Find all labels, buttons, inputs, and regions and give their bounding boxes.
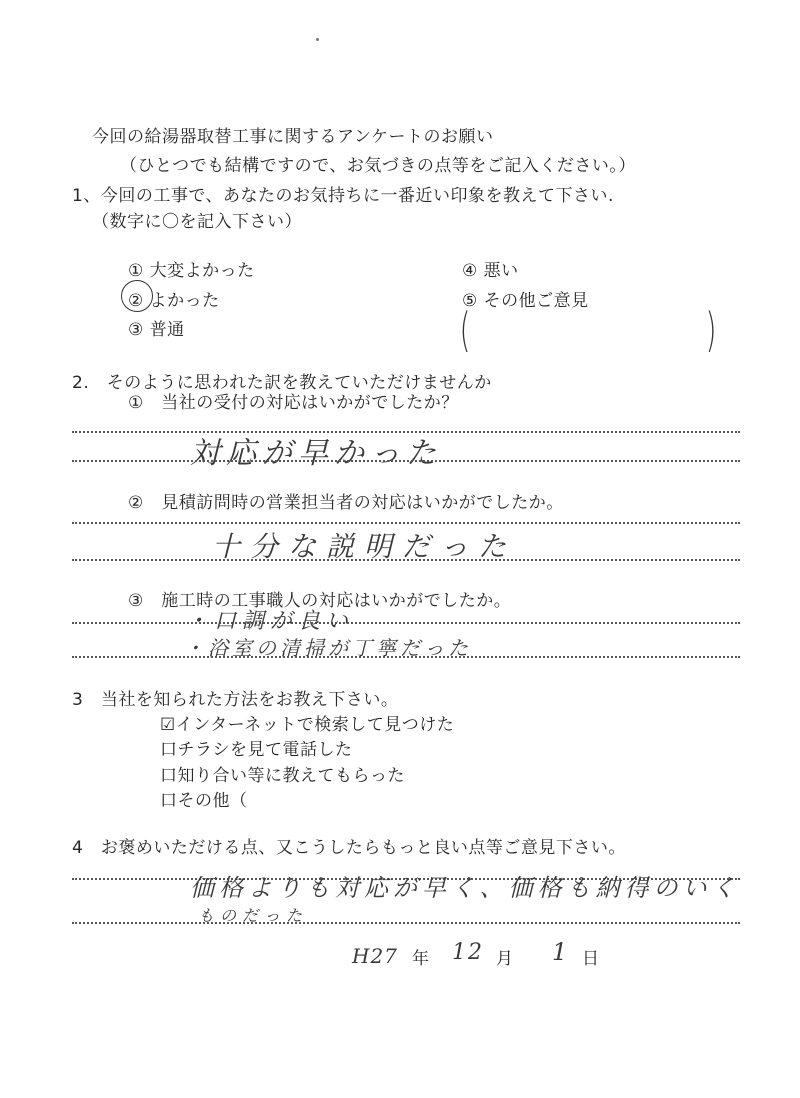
date-month-value: 12 [452, 940, 484, 965]
q1-option-2 [128, 286, 220, 311]
q2-question: 2. そのように思われた訳を教えていただけませんか [72, 373, 492, 393]
q1-option-3 [128, 315, 185, 340]
option-label: インターネットで検索して見つけた [175, 715, 455, 735]
q1-option-1 [128, 256, 255, 281]
q3-question: 3 当社を知られた方法をお教え下さい。 [72, 690, 399, 710]
option-number: ② [128, 291, 144, 311]
q2-sub3-answer-line2: ・浴室の清掃が丁寧だった [184, 636, 472, 660]
option-label: 悪い [483, 261, 519, 281]
answer-line [72, 559, 740, 561]
option-number: ④ [462, 261, 478, 281]
checkbox-icon: 口 [160, 791, 178, 811]
q2-sub1-label: ① 当社の受付の対応はいかがでしたか？ [128, 393, 459, 413]
answer-line [72, 460, 740, 462]
option-label: 大変よかった [149, 261, 255, 281]
q1-instruction: （数字に〇を記入下さい） [92, 212, 302, 232]
q4-question: 4 お褒めいただける点、又こうしたらもっと良い点等ご意見下さい。 [72, 838, 626, 858]
option-number: ⑤ [462, 291, 478, 311]
checkbox-icon: 口 [160, 740, 178, 760]
answer-line [72, 622, 740, 624]
option-label: よかった [149, 291, 220, 311]
option-label: チラシを見て電話した [177, 740, 353, 760]
q4-answer-line1: 価格よりも対応が早く、価格も納得のいく [190, 874, 741, 902]
q1-question: 1、今回の工事で、あなたのお気持ちに一番近い印象を教えて下さい. [72, 186, 614, 206]
date-year-value: H27 [352, 944, 398, 968]
option-label: その他（ [177, 791, 248, 811]
q2-sub1-answer: 対応が早かった [190, 436, 442, 471]
date-month-label: 月 [496, 949, 514, 969]
q2-sub3-label: ③ 施工時の工事職人の対応はいかがでしたか。 [128, 591, 512, 611]
q1-option-5 [462, 286, 589, 311]
q2-sub2-answer: 十分な説明だった [212, 530, 517, 563]
date-day-value: 1 [552, 938, 574, 966]
scan-speck [316, 38, 319, 41]
answer-line [72, 656, 740, 658]
q3-option-3 [160, 761, 405, 786]
checkbox-icon: 口 [160, 766, 178, 786]
date-year-label: 年 [412, 949, 430, 969]
q3-option-1 [160, 710, 454, 735]
other-paren-close: ) [705, 303, 717, 357]
survey-title: 今回の給湯器取替工事に関するアンケートのお願い [92, 127, 494, 147]
q2-sub2-label: ② 見積訪問時の営業担当者の対応はいかがでしたか。 [128, 493, 564, 513]
q1-option-4 [462, 256, 519, 281]
option-number: ③ [128, 320, 144, 340]
answer-line [72, 922, 740, 924]
date-day-label: 日 [582, 949, 600, 969]
option-number: ① [128, 261, 144, 281]
q4-answer-line2: ものだった [198, 906, 309, 925]
option-label: その他ご意見 [483, 291, 589, 311]
option-label: 知り合い等に教えてもらった [177, 766, 405, 786]
option-label: 普通 [149, 320, 185, 340]
q3-option-2 [160, 735, 353, 760]
q3-option-4 [160, 786, 248, 811]
survey-subtitle: （ひとつでも結構ですので、お気づきの点等をご記入ください。） [120, 156, 636, 176]
q2-sub3-answer-line1: ・口調が良い [186, 609, 355, 634]
other-paren-open: ( [459, 303, 471, 357]
answer-line [72, 522, 740, 524]
checked-box-icon: ☑ [160, 715, 176, 735]
